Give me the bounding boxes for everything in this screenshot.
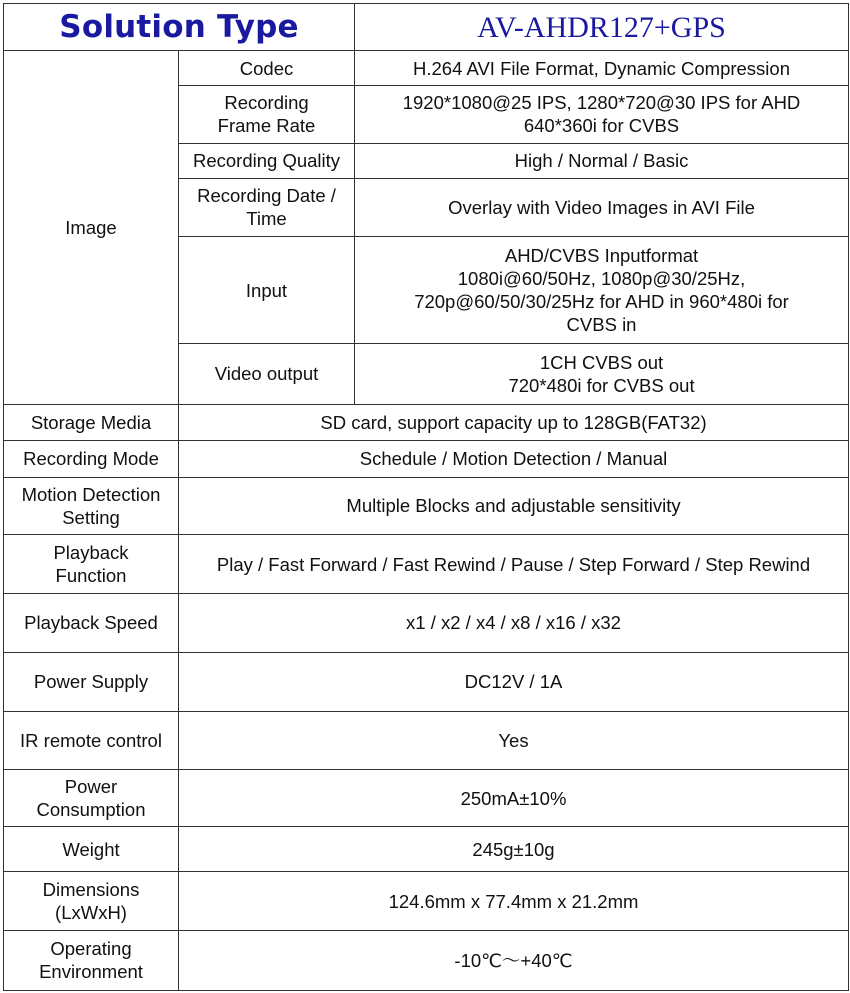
image-group-label: Image xyxy=(4,51,179,404)
table-row xyxy=(4,711,849,769)
spec-label: Weight xyxy=(4,827,179,872)
spec-value: -10℃～+40℃ xyxy=(179,930,849,990)
spec-label: Power Consumption xyxy=(4,770,179,827)
spec-label: Operating Environment xyxy=(4,930,179,990)
spec-label: Recording Frame Rate xyxy=(179,86,355,143)
spec-value: Overlay with Video Images in AVI File xyxy=(355,178,849,236)
spec-value: Play / Fast Forward / Fast Rewind / Pause / Step Forward / Step Rewind xyxy=(179,535,849,594)
spec-label: Video output xyxy=(179,344,355,404)
table-row xyxy=(4,652,849,711)
spec-label: Input xyxy=(179,236,355,343)
spec-label: Recording Quality xyxy=(179,143,355,178)
spec-label: Playback Function xyxy=(4,535,179,594)
spec-value: Schedule / Motion Detection / Manual xyxy=(179,440,849,477)
table-row xyxy=(4,477,849,534)
model-name-heading: AV-AHDR127+GPS xyxy=(355,4,849,51)
table-row xyxy=(4,440,849,477)
table-row xyxy=(4,535,849,594)
spec-label: Playback Speed xyxy=(4,594,179,652)
spec-value: 1CH CVBS out 720*480i for CVBS out xyxy=(355,344,849,404)
table-row xyxy=(4,827,849,872)
spec-value: SD card, support capacity up to 128GB(FAT32) xyxy=(179,404,849,440)
spec-label: Recording Mode xyxy=(4,440,179,477)
table-row xyxy=(4,51,849,86)
table-row xyxy=(4,872,849,930)
spec-label: Recording Date / Time xyxy=(179,178,355,236)
header-row xyxy=(4,4,849,51)
table-row xyxy=(4,594,849,652)
spec-value: 1920*1080@25 IPS, 1280*720@30 IPS for AHD 640*360i for CVBS xyxy=(355,86,849,143)
spec-value: 250mA±10% xyxy=(179,770,849,827)
solution-type-heading: Solution Type xyxy=(4,4,355,51)
spec-value: High / Normal / Basic xyxy=(355,143,849,178)
spec-value: 124.6mm x 77.4mm x 21.2mm xyxy=(179,872,849,930)
table-row xyxy=(4,770,849,827)
spec-value: H.264 AVI File Format, Dynamic Compression xyxy=(355,51,849,86)
spec-label: Dimensions (LxWxH) xyxy=(4,872,179,930)
spec-table xyxy=(3,3,849,991)
table-row xyxy=(4,404,849,440)
spec-label: Motion Detection Setting xyxy=(4,477,179,534)
spec-value: Multiple Blocks and adjustable sensitivity xyxy=(179,477,849,534)
spec-label: Codec xyxy=(179,51,355,86)
spec-value: Yes xyxy=(179,711,849,769)
spec-label: IR remote control xyxy=(4,711,179,769)
spec-value: 245g±10g xyxy=(179,827,849,872)
spec-label: Storage Media xyxy=(4,404,179,440)
spec-value: x1 / x2 / x4 / x8 / x16 / x32 xyxy=(179,594,849,652)
spec-value: DC12V / 1A xyxy=(179,652,849,711)
spec-label: Power Supply xyxy=(4,652,179,711)
table-row xyxy=(4,930,849,990)
spec-value: AHD/CVBS Inputformat 1080i@60/50Hz, 1080p@30/25Hz, 720p@60/50/30/25Hz for AHD in 960*480i for CVBS in xyxy=(355,236,849,343)
